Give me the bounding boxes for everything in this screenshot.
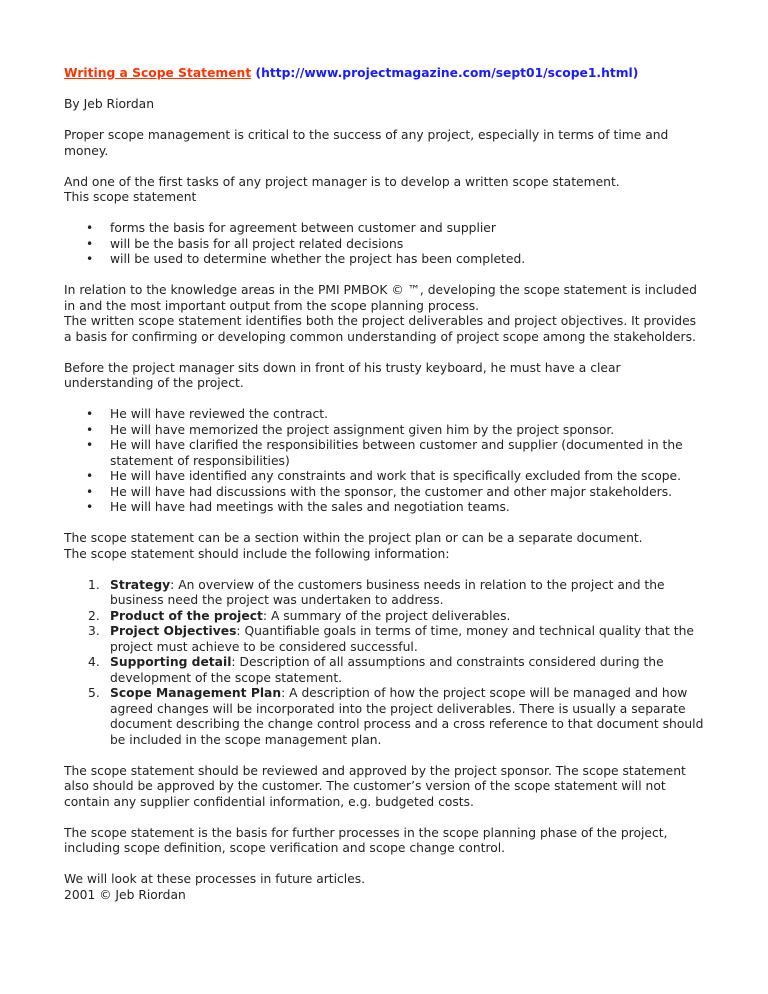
list-item-text: He will have had meetings with the sales and negotiation teams. (110, 500, 510, 514)
list-item (64, 469, 704, 485)
prep-bullet-list (64, 407, 704, 516)
list-item-text: will be the basis for all project related decisions (110, 236, 404, 251)
future-articles-line: We will look at these processes in future articles. (64, 872, 366, 886)
copyright-line: 2001 © Jeb Riordan (64, 887, 186, 902)
deliverables-text: The written scope statement identifies both the project deliverables and project objectives. It provides a basis for confirming or developing common understanding of project scope among the stakeholders. (64, 314, 697, 344)
bullet-icon: • (86, 469, 94, 483)
bullet-icon: • (86, 221, 94, 235)
list-item-text: He will have had discussions with the sponsor, the customer and other major stakeholders. (110, 484, 673, 499)
list-item (64, 221, 704, 237)
contents-line-1: The scope statement can be a section within the project plan or can be a separate document. (64, 531, 643, 545)
contents-numbered-list (64, 578, 704, 749)
list-item (64, 655, 704, 686)
item-number: 3. (88, 624, 100, 638)
list-item (64, 686, 704, 748)
list-item-text: He will have reviewed the contract. (110, 407, 329, 421)
intro-tasks-line: And one of the first tasks of any project manager is to develop a written scope statement. (64, 174, 620, 189)
title-link[interactable]: Writing a Scope Statement (64, 66, 252, 80)
list-item-text: will be used to determine whether the project has been completed. (110, 252, 526, 266)
list-item (64, 423, 704, 439)
article (64, 66, 704, 919)
further-processes-paragraph: The scope statement is the basis for further processes in the scope planning phase of the project, including scope definition, scope verification and scope change control. (64, 825, 668, 855)
approval-paragraph: The scope statement should be reviewed and approved by the project sponsor. The scope statement also should be approved by the customer. The customer’s version of the scope statement will not contain any supplier confidential information, e.g. budgeted costs. (64, 763, 686, 809)
list-item (64, 624, 704, 655)
item-term: Supporting detail (110, 655, 232, 669)
bullet-icon: • (86, 484, 94, 499)
item-description: : An overview of the customers business needs in relation to the project and the business need the project was undertaken to address. (110, 577, 665, 607)
item-term: Strategy (110, 577, 171, 592)
article-title (64, 66, 704, 82)
bullet-icon: • (86, 236, 94, 251)
list-item-text: He will have identified any constraints and work that is specifically excluded from the scope. (110, 469, 682, 483)
intro-statement-line: This scope statement (64, 190, 197, 204)
list-item-text: He will have clarified the responsibilities between customer and supplier (documented in the statement of responsibilities) (110, 438, 683, 468)
list-item (64, 500, 704, 516)
item-description: : Quantifiable goals in terms of time, money and technical quality that the project must achieve to be considered successful. (110, 624, 694, 654)
contents-line-2: The scope statement should include the following information: (64, 546, 450, 561)
bullet-icon: • (86, 407, 94, 421)
item-description: : Description of all assumptions and constraints considered during the development of the scope statement. (110, 655, 664, 685)
prep-intro: Before the project manager sits down in front of his trusty keyboard, he must have a clear understanding of the project. (64, 360, 621, 390)
item-number: 5. (88, 686, 100, 700)
item-number: 2. (88, 608, 100, 623)
list-item (64, 578, 704, 609)
closing-paragraph (64, 872, 704, 903)
item-term: Project Objectives (110, 624, 237, 638)
title-url: (http://www.projectmagazine.com/sept01/scope1.html) (255, 66, 639, 80)
statement-bullet-list (64, 221, 704, 268)
intro-tasks-paragraph (64, 175, 704, 206)
list-item (64, 407, 704, 423)
byline: By Jeb Riordan (64, 97, 154, 111)
item-number: 4. (88, 655, 100, 669)
list-item (64, 485, 704, 501)
pmbok-text: In relation to the knowledge areas in the PMI PMBOK © ™, developing the scope statement is included in and the most important output from the scope planning process. (64, 283, 697, 313)
bullet-icon: • (86, 438, 94, 452)
list-item (64, 252, 704, 268)
item-description: : A summary of the project deliverables. (262, 608, 511, 623)
list-item-text: He will have memorized the project assignment given him by the project sponsor. (110, 422, 615, 437)
list-item-text: forms the basis for agreement between customer and supplier (110, 221, 496, 235)
bullet-icon: • (86, 252, 94, 266)
pmbok-paragraph (64, 283, 704, 345)
item-number: 1. (88, 577, 100, 592)
list-item (64, 438, 704, 469)
item-description: : A description of how the project scope will be managed and how agreed changes will be incorporated into the project deliverables. There is usually a separate document describing the change control process and a cross reference to that document should be included in the scope management plan. (110, 686, 704, 747)
item-term: Scope Management Plan (110, 686, 282, 700)
bullet-icon: • (86, 422, 94, 437)
list-item (64, 609, 704, 625)
item-term: Product of the project (110, 608, 263, 623)
bullet-icon: • (86, 500, 94, 514)
intro-paragraph: Proper scope management is critical to the success of any project, especially in terms of time and money. (64, 128, 669, 158)
list-item (64, 237, 704, 253)
contents-intro (64, 531, 704, 562)
